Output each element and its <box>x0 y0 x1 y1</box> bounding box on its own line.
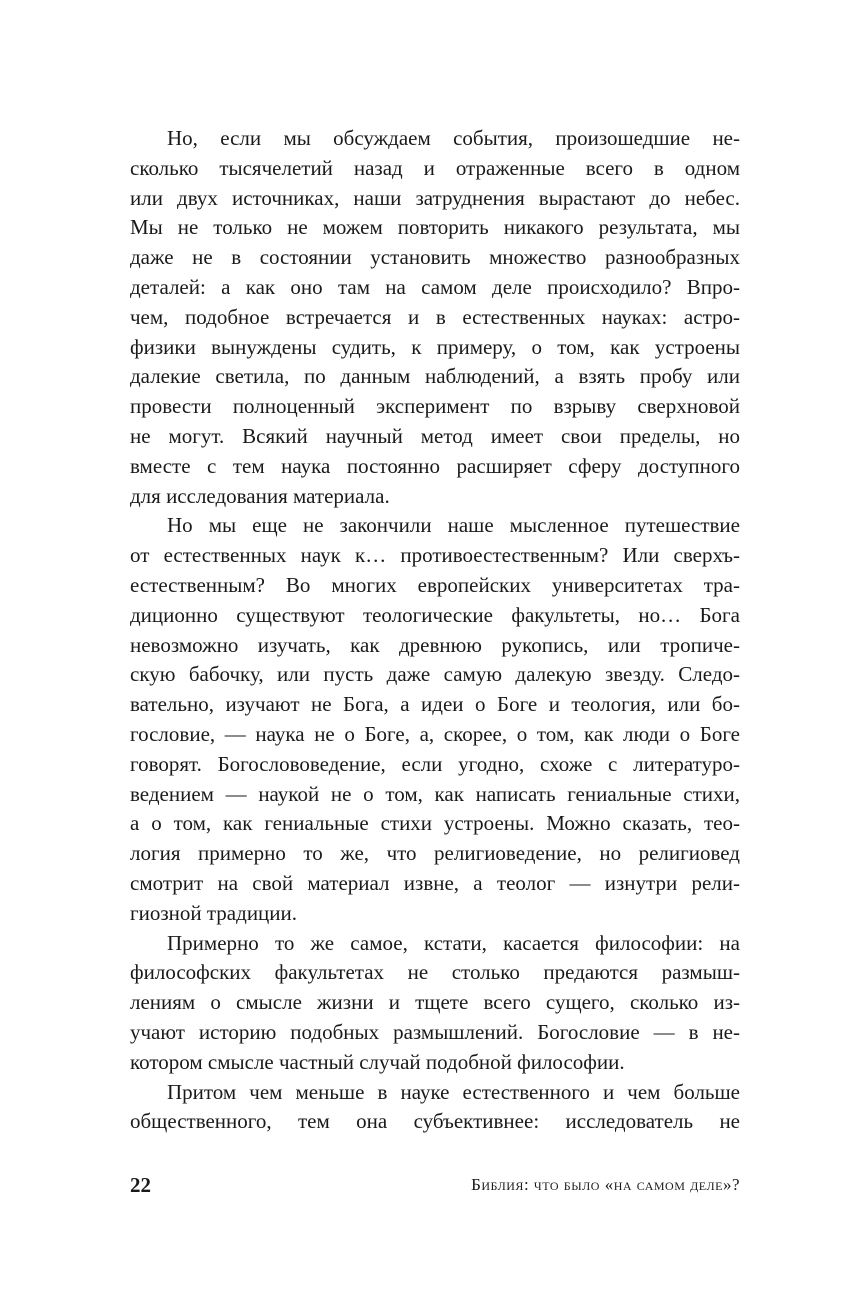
body-text <box>130 124 740 1137</box>
text-line: вательно, изучают не Бога, а идеи о Боге и теология, или бо- <box>130 692 740 717</box>
running-title: Библия: что было «на самом деле»? <box>471 1175 740 1194</box>
text-line: говорят. Богослововедение, если угодно, схоже с литературо- <box>130 751 740 776</box>
text-line: чем, подобное встречается и в естественных науках: астро- <box>130 304 740 329</box>
text-line: деталей: а как оно там на самом деле происходило? Впро- <box>130 274 740 299</box>
text-line: от естественных наук к… противоестественным? Или сверхъ- <box>130 543 740 568</box>
text-line: котором смысле частный случай подобной философии. <box>130 1049 625 1074</box>
text-line: Но мы еще не закончили наше мысленное путешествие <box>167 513 740 538</box>
page-footer <box>130 1173 740 1203</box>
text-line: или двух источниках, наши затруднения вырастают до небес. <box>130 185 740 210</box>
text-line: гиозной традиции. <box>130 900 298 925</box>
text-line: Но, если мы обсуждаем события, произошедшие не- <box>167 126 740 150</box>
text-line: Мы не только не можем повторить никакого результата, мы <box>130 215 740 240</box>
paragraph-1 <box>130 124 740 511</box>
text-line: скую бабочку, или пусть даже самую далекую звезду. Следо- <box>130 662 740 687</box>
text-line: провести полноценный эксперимент по взрыву сверхновой <box>130 394 740 419</box>
text-line: а о том, как гениальные стихи устроены. Можно сказать, тео- <box>130 811 740 836</box>
text-line: вместе с тем наука постоянно расширяет сферу доступного <box>130 453 740 478</box>
text-line: для исследования материала. <box>130 483 390 508</box>
text-line: Примерно то же самое, кстати, касается философии: на <box>167 930 740 955</box>
paragraph-2 <box>130 511 740 928</box>
text-line: диционно существуют теологические факультеты, но… Бога <box>130 602 740 627</box>
text-line: далекие светила, по данным наблюдений, а взять пробу или <box>130 364 740 389</box>
text-line: общественного, тем она субъективнее: исследователь не <box>130 1109 740 1134</box>
text-line: философских факультетах не столько предаются размыш- <box>130 960 740 985</box>
text-line: гословие, — наука не о Боге, а, скорее, о том, как люди о Боге <box>130 721 740 746</box>
text-line: даже не в состоянии установить множество разнообразных <box>130 245 740 270</box>
text-line: логия примерно то же, что религиоведение, но религиовед <box>130 841 740 866</box>
text-line: физики вынуждены судить, к примеру, о том, как устроены <box>130 334 740 359</box>
text-line: невозможно изучать, как древнюю рукопись, или тропиче- <box>130 632 740 657</box>
text-line: лениям о смысле жизни и тщете всего сущего, сколько из- <box>130 990 740 1015</box>
paragraph-3 <box>130 929 740 1078</box>
text-line: смотрит на свой материал извне, а теолог — изнутри рели- <box>130 870 740 895</box>
page-number: 22 <box>130 1173 151 1197</box>
paragraph-4 <box>130 1078 740 1138</box>
text-line: Притом чем меньше в науке естественного и чем больше <box>167 1079 740 1104</box>
text-line: ведением — наукой не о том, как написать гениальные стихи, <box>130 781 740 806</box>
text-line: не могут. Всякий научный метод имеет свои пределы, но <box>130 423 740 448</box>
text-line: естественным? Во многих европейских университетах тра- <box>130 572 740 597</box>
text-line: учают историю подобных размышлений. Богословие — в не- <box>130 1019 740 1044</box>
text-line: сколько тысячелетий назад и отраженные всего в одном <box>130 155 740 180</box>
